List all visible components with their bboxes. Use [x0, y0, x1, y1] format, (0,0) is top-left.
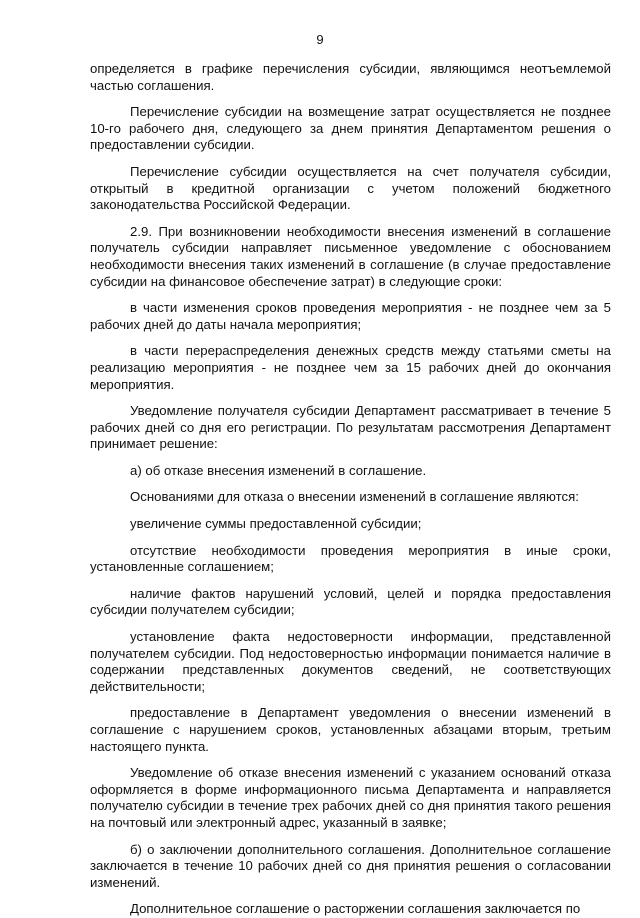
paragraph: установление факта недостоверности информации, представленной получателем субсидии. Под недостоверностью информации понимается наличие в содержании представленных документов сведений, не соответствующих действительности; [90, 629, 611, 694]
paragraph: предоставление в Департамент уведомления о внесении изменений в соглашение с нарушением сроков, установленных абзацами вторым, третьим настоящего пункта. [90, 705, 611, 754]
paragraph: в части изменения сроков проведения мероприятия - не позднее чем за 5 рабочих дней до даты начала мероприятия; [90, 300, 611, 332]
paragraph: Уведомление об отказе внесения изменений с указанием оснований отказа оформляется в форме информационного письма Департамента и направляется получателю субсидии в течение трех рабочих дней со дня принятия такого решения на почтовый или электронный адрес, указанный в заявке; [90, 765, 611, 830]
paragraph: Перечисление субсидии осуществляется на счет получателя субсидии, открытый в кредитной организации с учетом положений бюджетного законодательства Российской Федерации. [90, 163, 611, 213]
paragraph-section-2-9: 2.9. При возникновении необходимости внесения изменений в соглашение получатель субсидии направляет письменное уведомление с обоснованием необходимости внесения таких изменений в соглашение (в случае предоставление субсидии на финансовое обеспечение затрат) в следующие сроки: [90, 223, 611, 289]
page-number: 9 [316, 32, 324, 47]
paragraph-item-a: а) об отказе внесения изменений в соглашение. [130, 462, 427, 478]
paragraph-item-b: б) о заключении дополнительного соглашения. Дополнительное соглашение заключается в течение 10 рабочих дней со дня принятия решения о согласовании изменений. [90, 841, 611, 890]
document-body [90, 61, 611, 918]
paragraph: отсутствие необходимости проведения мероприятия в иные сроки, установленные соглашением; [90, 542, 611, 575]
paragraph: Основаниями для отказа о внесении изменений в соглашение являются: [130, 489, 579, 505]
paragraph-continuation: определяется в графике перечисления субсидии, являющимся неотъемлемой частью соглашения. [90, 61, 611, 93]
paragraph: Уведомление получателя субсидии Департамент рассматривает в течение 5 рабочих дней со дня его регистрации. По результатам рассмотрения Департамент принимает решение: [90, 403, 611, 452]
paragraph: наличие фактов нарушений условий, целей и порядка предоставления субсидии получателем субсидии; [90, 585, 611, 618]
paragraph-truncated: Дополнительное соглашение о расторжении соглашения заключается по [130, 901, 581, 917]
paragraph: увеличение суммы предоставленной субсидии; [130, 516, 422, 532]
paragraph: в части перераспределения денежных средств между статьями сметы на реализацию мероприятия - не позднее чем за 15 рабочих дней до окончания мероприятия. [90, 343, 611, 392]
paragraph: Перечисление субсидии на возмещение затрат осуществляется не позднее 10-го рабочего дня, следующего за днем принятия Департаментом решения о предоставлении субсидии. [90, 104, 611, 153]
